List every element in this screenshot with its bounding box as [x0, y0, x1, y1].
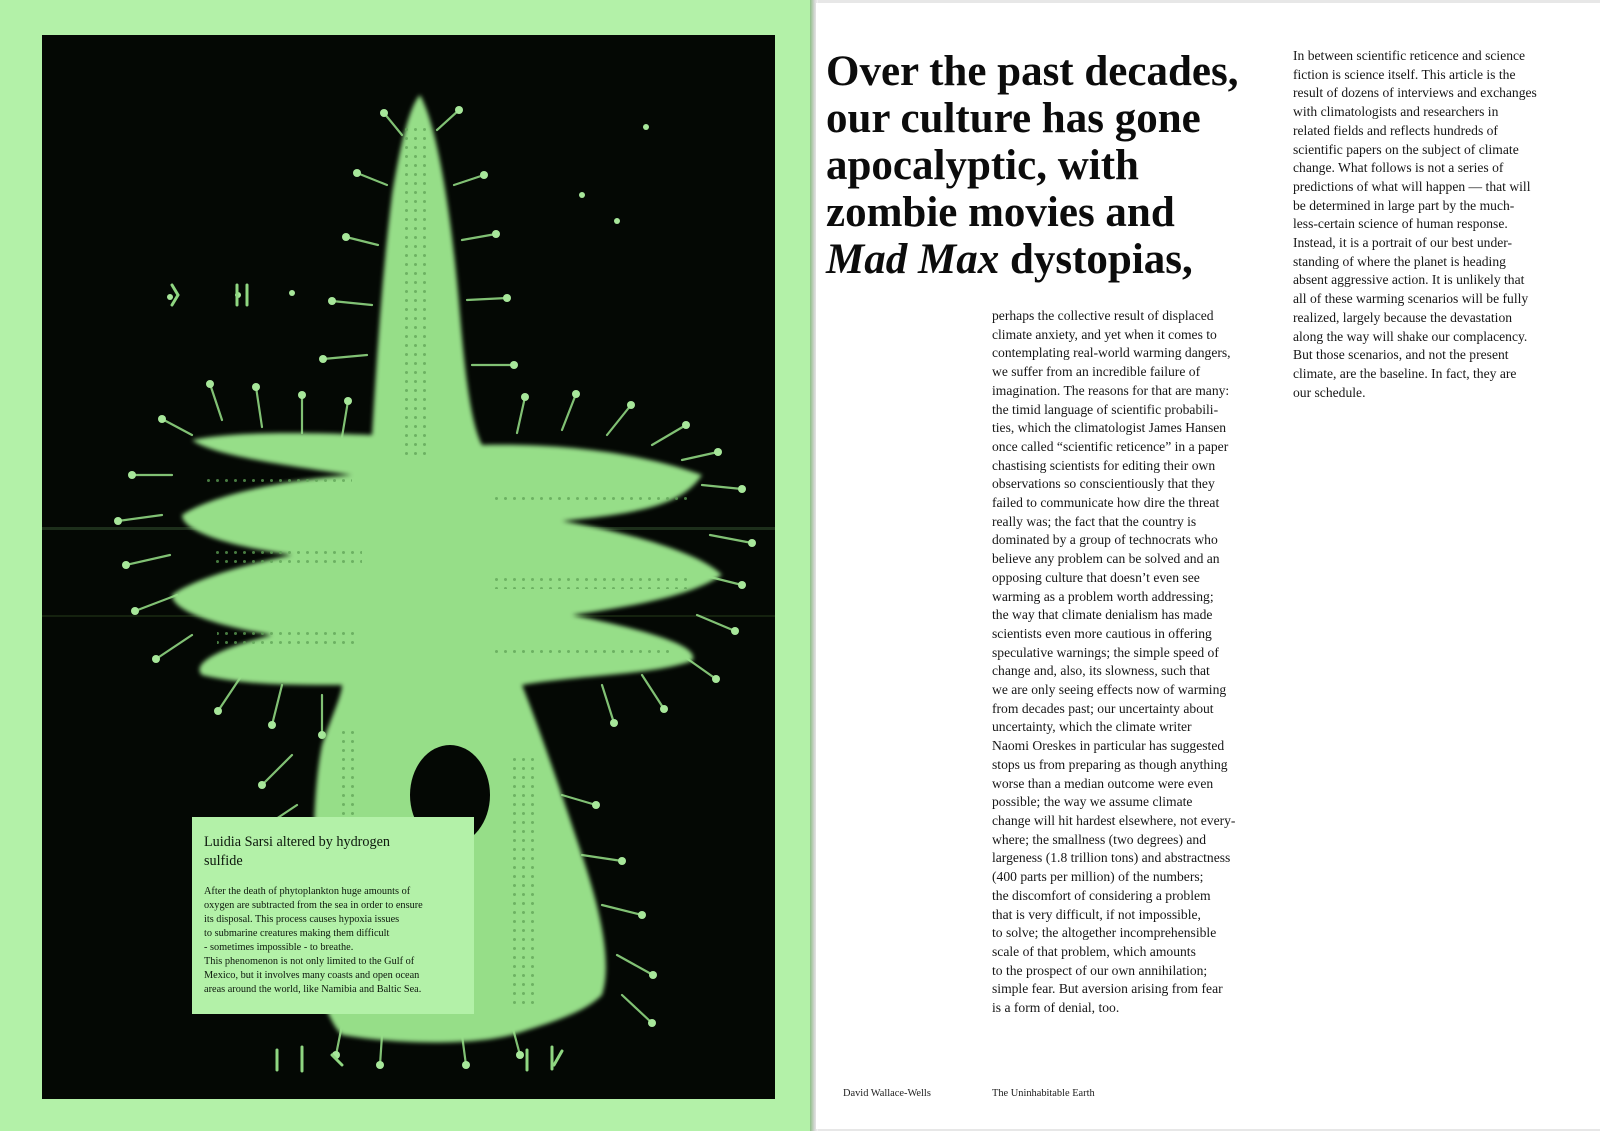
caption-body: After the death of phytoplankton huge amounts of oxygen are subtracted from the sea in order to ensure its disposal. This process causes hypoxia issues to submarine creatures making them difficult - sometimes impossible - to breathe. This phenomenon is not only limited to the Gulf of Mexico, but it involves many coasts and open ocean areas around the world, like Namibia and Baltic Sea.: [204, 886, 423, 995]
headline-line-2: our culture has gone: [826, 95, 1201, 142]
headline-line-5: dystopias,: [999, 236, 1193, 283]
caption-box: [192, 817, 474, 1014]
side-column-text: In between scientific reticence and science fiction is science itself. This article is the result of dozens of interviews and exchanges with climatologists and researchers in related fields and reflects hundreds of scientific papers on the subject of climate change. What follows is not a series of predictions of what will happen — that will be determined in large part by the much- less-certain science of human response. Instead, it is a portrait of our best under- standing of where the planet is heading absent aggressive action. It is unlikely that all of these warming scenarios will be fully realized, largely because the devastation along the way will shake our complacency. But those scenarios, and not the present climate, are the baseline. In fact, they are our schedule.: [1293, 48, 1537, 400]
footer-author: David Wallace-Wells: [843, 1088, 931, 1099]
headline-line-3: apocalyptic, with: [826, 142, 1139, 189]
headline-italic-title: Mad Max: [826, 236, 1000, 283]
body-text: perhaps the collective result of displaced climate anxiety, and yet when it comes to contemplating real-world warming dangers, we suffer from an incredible failure of imagination. The reasons for that are many: the timid language of scientific probabili- ties, which the climatologist James Hansen once called “scientific reticence” in a paper chastising scientists for editing their own observations so conscientiously that they failed to communicate how dire the threat really was; the fact that the country is dominated by a group of technocrats who believe any problem can be solved and an opposing culture that doesn’t even see warming as a problem worth addressing; the way that climate denialism has made scientists even more cautious in offering speculative warnings; the simple speed of change and, also, its slowness, such that we are only seeing effects now of warming from decades past; our uncertainty about uncertainty, which the climate writer Naomi Oreskes in particular has suggested stops us from preparing as though anything worse than a median outcome were even possible; the way we assume climate change will hit hardest elsewhere, not every- where; the smallness (two degrees) and largeness (1.8 trillion tons) and abstractness (400 parts per million) of the numbers; the discomfort of considering a problem that is very difficult, if not impossible, to solve; the altogether incomprehensible scale of that problem, which amounts to the prospect of our own annihilation; simple fear. But aversion arising from fear is a form of denial, too.: [992, 308, 1236, 1016]
footer-title: The Uninhabitable Earth: [992, 1088, 1095, 1099]
headline-line-4: zombie movies and: [826, 189, 1175, 236]
caption-title: Luidia Sarsi altered by hydrogen sulfide: [204, 834, 390, 869]
headline-line-1: Over the past decades,: [826, 48, 1239, 95]
headline: [826, 48, 1266, 283]
